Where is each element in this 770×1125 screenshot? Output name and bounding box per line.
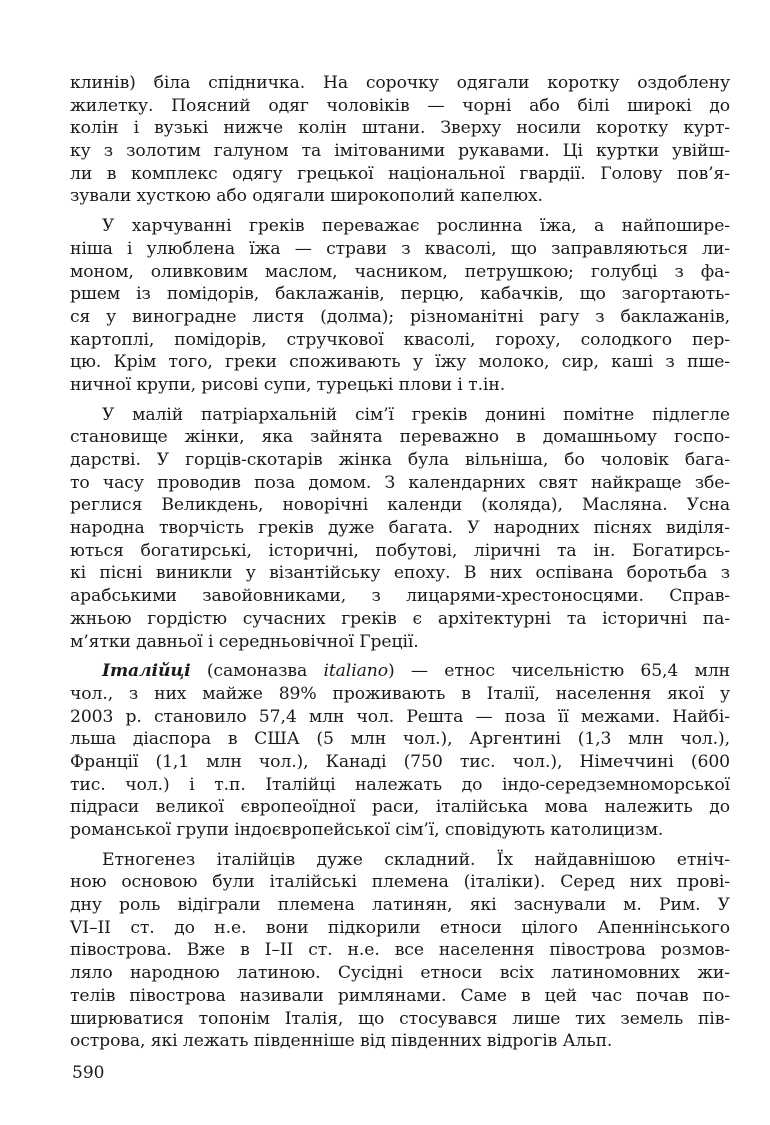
text-line: 2003 р. становило 57,4 млн чол. Решта — поза її межами. Найбі-	[70, 706, 730, 727]
text-line: колін і вузькі нижче колін штани. Зверху носили коротку курт-	[70, 118, 730, 139]
text-line: підраси великої європеоїдної раси, італійська мова належить до	[70, 797, 730, 818]
lead-text: ) — етнос чисельністю 65,4 млн	[387, 661, 730, 682]
text-line: ширюватися топонім Італія, що стосувався лише тих земель пів-	[70, 1008, 730, 1029]
self-name-term: italiano	[323, 661, 388, 682]
text-line: ляло народною латиною. Сусідні етноси всіх латиномовних жи-	[70, 963, 730, 984]
text-line: льша діаспора в США (5 млн чол.), Аргентині (1,3 млн чол.),	[70, 729, 730, 750]
text-line: ку з золотим галуном та імітованими рукавами. Ці куртки увійш-	[70, 141, 730, 162]
paragraph-ethnogenesis	[70, 849, 730, 1053]
term-heading: Італійці	[102, 661, 191, 682]
text-line: ніша і улюблена їжа — страви з квасолі, що заправляються ли-	[70, 238, 730, 259]
text-line: тис. чол.) і т.п. Італійці належать до індо-середземноморської	[70, 774, 730, 795]
text-line: телів півострова називали римлянами. Саме в цей час почав по-	[70, 985, 730, 1006]
text-line: клинів) біла спідничка. На сорочку одягали коротку оздоблену	[70, 73, 730, 93]
text-line: то часу проводив поза домом. З календарних свят найкраще збе-	[70, 472, 730, 493]
text-line: VI–II ст. до н.е. вони підкорили етноси цілого Апеннінського	[70, 917, 730, 938]
text-line: ються богатирські, історичні, побутові, ліричні та ін. Богатирсь-	[70, 540, 730, 561]
text-line: ли в комплекс одягу грецької національної гвардії. Голову пов’я-	[70, 163, 730, 184]
text-line: цю. Крім того, греки споживають у їжу молоко, сир, каші з пше-	[70, 352, 730, 373]
text-line: острова, які лежать південніше від південних відрогів Альп.	[70, 1031, 613, 1052]
text-line: моном, оливковим маслом, часником, петрушкою; голубці з фа-	[70, 261, 730, 282]
text-line: У малій патріархальній сім’ї греків донині помітне підлегле	[102, 404, 730, 425]
text-line: романської групи індоєвропейської сім’ї, сповідують католицизм.	[70, 820, 664, 840]
text-line: зували хусткою або одягали широкополий капелюх.	[70, 186, 543, 207]
paragraph-clothing	[70, 72, 730, 208]
lead-text: (самоназва	[190, 661, 324, 682]
text-line: м’ятки давньої і середньовічної Греції.	[70, 631, 419, 652]
text-line: ничної крупи, рисові супи, турецькі плови і т.ін.	[70, 374, 506, 395]
text-line: жньою гордістю сучасних греків є архітектурні та історичні па-	[70, 608, 730, 629]
text-line: Етногенез італійців дуже складний. Їх найдавнішою етніч-	[102, 849, 730, 870]
text-line: чол., з них майже 89% проживають в Італії, населення якої у	[70, 683, 730, 704]
page-number: 590	[72, 1063, 105, 1083]
text-line: картоплі, помідорів, стручкової квасолі, гороху, солодкого пер-	[70, 329, 730, 350]
text-line: жилетку. Поясний одяг чоловіків — чорні або білі широкі до	[70, 95, 730, 116]
text-line: дарстві. У горців-скотарів жінка була вільніша, бо чоловік бага-	[70, 450, 730, 470]
text-line: реглися Великдень, новорічні календи (коляда), Масляна. Усна	[70, 495, 730, 516]
text-line: дну роль відіграли племена латинян, які заснували м. Рим. У	[70, 895, 730, 916]
text-line: становище жінки, яка зайнята переважно в домашньому госпо-	[70, 427, 730, 448]
text-line: півострова. Вже в I–II ст. н.е. все населення півострова розмов-	[70, 940, 730, 961]
text-line: Франції (1,1 млн чол.), Канаді (750 тис. чол.), Німеччині (600	[70, 751, 730, 772]
text-line: народна творчість греків дуже багата. У народних піснях виділя-	[70, 518, 730, 539]
paragraph-italians	[70, 660, 730, 842]
page-body	[70, 72, 730, 1053]
text-line: кі пісні виникли у візантійську епоху. В них оспівана боротьба з	[70, 563, 730, 584]
text-line: ся у виноградне листя (долма); різноманітні рагу з баклажанів,	[70, 306, 730, 327]
text-line-lead	[70, 660, 730, 683]
text-line: арабськими завойовниками, з лицарями-хрестоносцями. Справ-	[70, 586, 730, 607]
paragraph-family	[70, 404, 730, 654]
text-line: ршем із помідорів, баклажанів, перцю, кабачків, що загортають-	[70, 284, 730, 305]
text-line: ною основою були італійські племена (італіки). Серед них прові-	[70, 872, 730, 893]
text-line: У харчуванні греків переважає рослинна їжа, а найпошире-	[102, 216, 730, 237]
paragraph-food	[70, 215, 730, 397]
